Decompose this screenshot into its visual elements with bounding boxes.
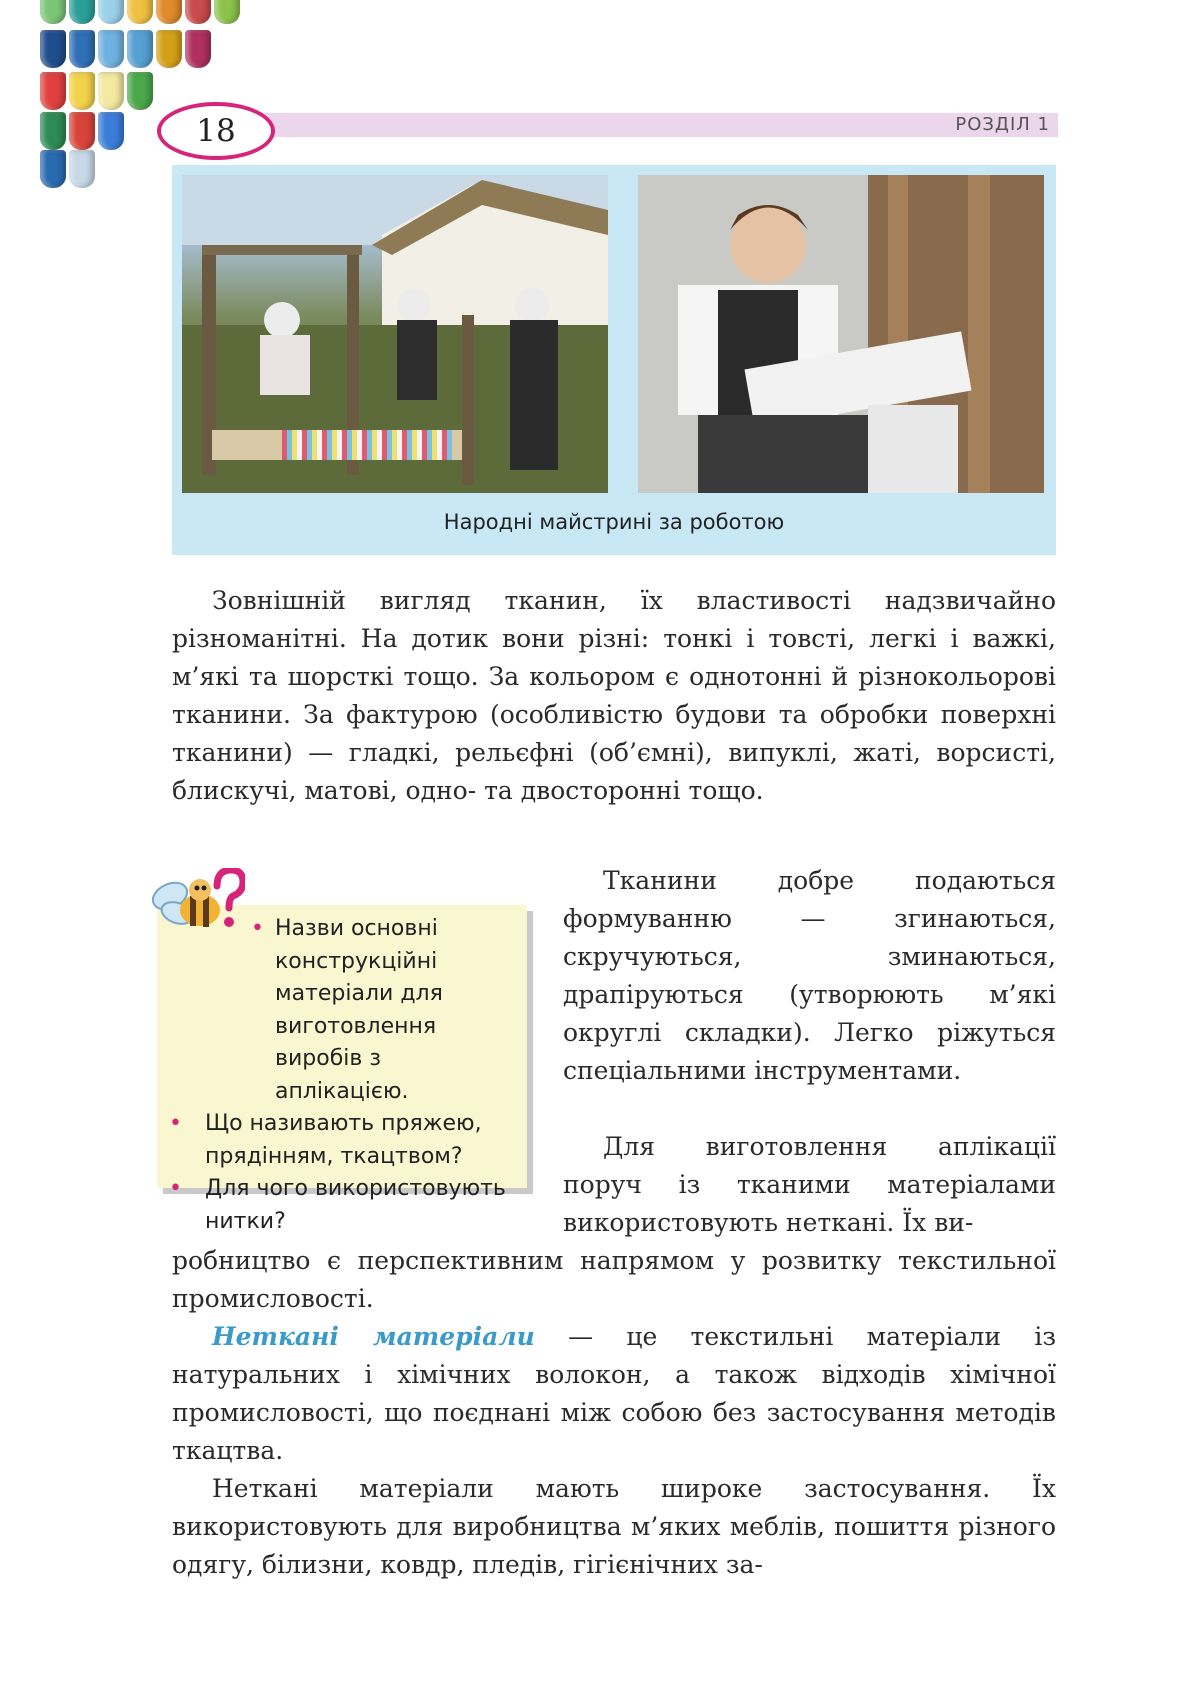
paragraph-fabric-forming: Тканини добре подаються формуванню — згинаються, скручуються, зминаються, драпіруються (утворюють м’які округлі складки). Легко ріжуться спеціальними інструментами. [563, 866, 1056, 1085]
paragraph-nonwoven-intro: Для виготовлення аплікації поруч із тканими матеріалами використовують неткані. Їх ви- [563, 1132, 1056, 1237]
question-item: • Що називають пряжею, прядінням, ткацтвом? [169, 1108, 514, 1173]
question-item: • Назви основні конструкційні матеріали для виготовлення виробів з аплікацією. [169, 913, 514, 1108]
question-item: • Для чого використовують нитки? [169, 1173, 514, 1238]
paragraph-fabric-appearance: Зовнішній вигляд тканин, їх властивості надзвичайно різноманітні. На дотик вони різні: тонкі і товсті, легкі і важкі, м’які та шорсткі тощо. За кольором є однотонні й різнокольорові тканини. За фактурою (особливістю будови та обробки поверхні тканини) — гладкі, рельєфні (об’ємні), випуклі, жаті, ворсисті, блискучі, матові, одно- та двосторонні тощо. [172, 586, 1056, 805]
photo-outdoor-weavers [182, 175, 608, 493]
photo-girl-at-loom [638, 175, 1044, 493]
photo-figure [172, 165, 1056, 555]
header-bar [238, 113, 1058, 137]
page-number: 18 [157, 102, 275, 160]
paragraph-nonwoven-usage: Неткані матеріали мають широке застосування. Їх використовують для виробництва м’яких меблів, пошиття різного одягу, білизни, ковдр, пледів, гігієнічних за- [172, 1474, 1056, 1579]
bee-question-mark-icon [145, 868, 245, 958]
bullet-icon: • [169, 1111, 182, 1136]
figure-caption: Народні майстрині за роботою [443, 510, 785, 534]
bullet-icon: • [169, 1176, 182, 1201]
bullet-icon: • [251, 916, 264, 941]
question-list [169, 913, 514, 1238]
term-nonwoven-materials: Неткані матеріали [212, 1322, 535, 1351]
paragraph-nonwoven-definition: Неткані матеріали — це текстильні матеріали із натуральних і хімічних волокон, а також відходів хімічної промисловості, що поєднані між собою без застосування методів ткацтва. [172, 1322, 1056, 1465]
paragraph-nonwoven-intro-continued: робництво є перспективним напрямом у розвитку текстильної промисловості. [172, 1246, 1056, 1313]
section-label: РОЗДІЛ 1 [955, 114, 1050, 135]
